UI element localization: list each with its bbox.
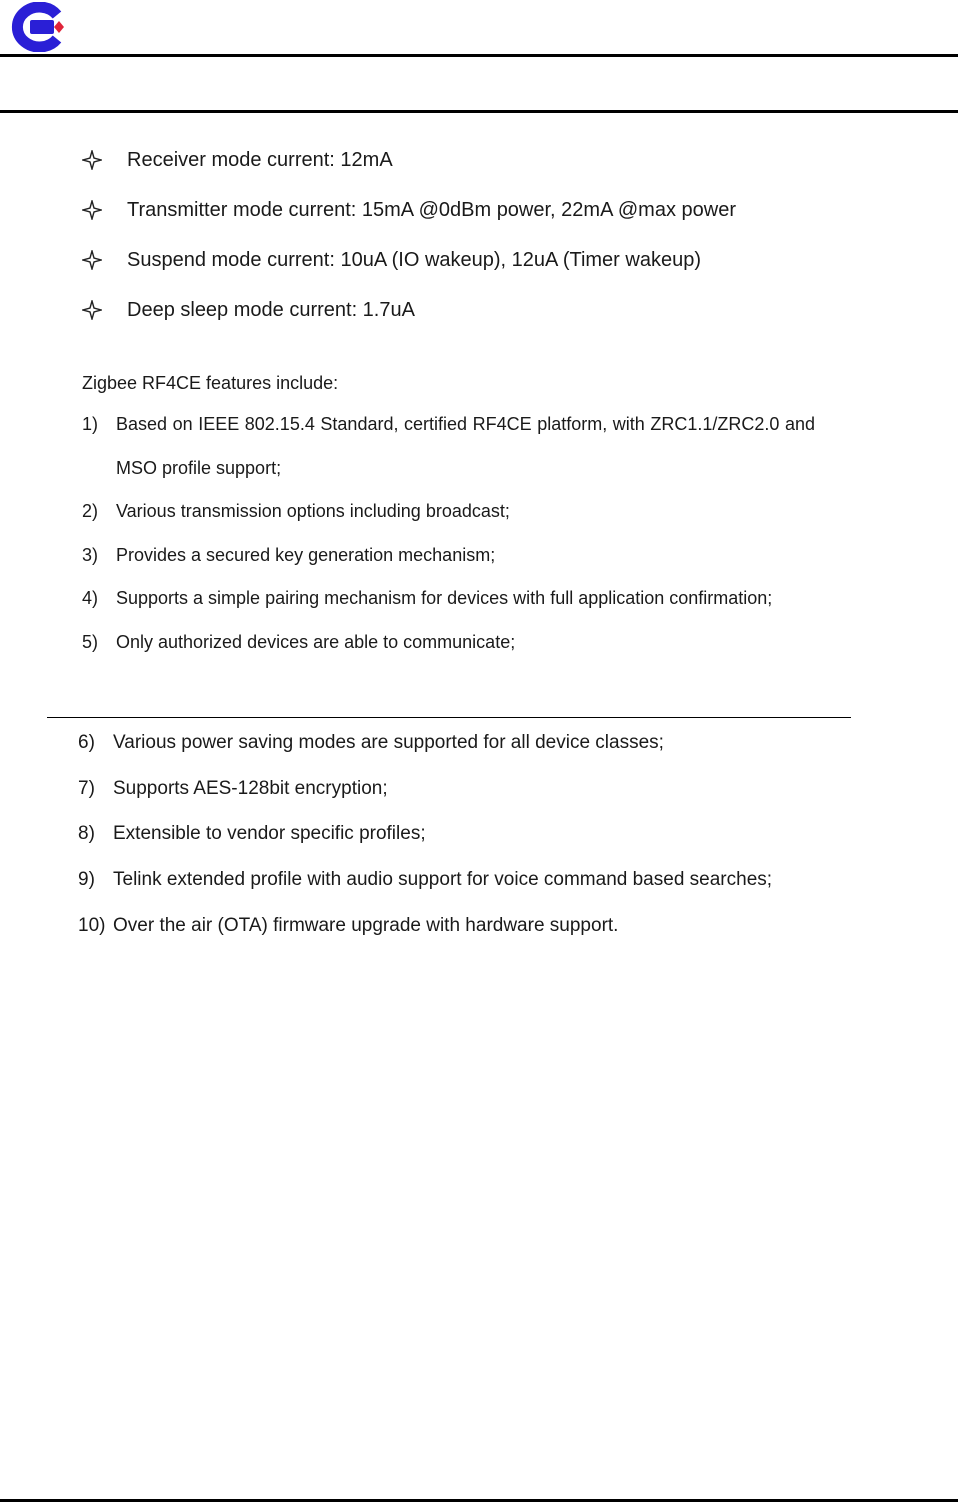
list-item <box>82 490 815 534</box>
item-number: 2) <box>82 501 99 521</box>
features-intro: Zigbee RF4CE features include: <box>82 373 339 393</box>
item-number: 7) <box>78 777 95 799</box>
four-point-star-icon <box>82 150 102 170</box>
item-number: 3) <box>82 544 99 565</box>
list-item <box>82 534 815 578</box>
list-item <box>78 766 846 812</box>
features-list-part-1 <box>82 403 815 664</box>
bullet-text: Suspend mode current: 10uA (IO wakeup), 12uA (Timer wakeup) <box>127 249 701 271</box>
item-text: Provides a secured key generation mechanism; <box>116 544 496 565</box>
four-point-star-icon <box>82 200 102 220</box>
bullet-text: Transmitter mode current: 15mA @0dBm power, 22mA @max power <box>127 199 736 221</box>
power-specs-list <box>80 140 880 340</box>
list-item <box>82 621 815 665</box>
item-text: Supports AES-128bit encryption; <box>113 777 388 799</box>
four-point-star-icon <box>82 250 102 270</box>
list-item <box>80 290 880 340</box>
header-rule-lower <box>0 110 958 113</box>
list-item <box>80 140 880 190</box>
telink-logo-icon <box>10 2 66 52</box>
item-text: Various transmission options including broadcast; <box>116 501 510 521</box>
item-number: 10) <box>78 914 106 936</box>
item-text: Various power saving modes are supported for all device classes; <box>113 732 664 753</box>
item-number: 8) <box>78 823 95 845</box>
item-number: 9) <box>78 869 95 891</box>
list-item <box>78 811 846 857</box>
item-number: 4) <box>82 588 99 608</box>
page-break-divider <box>47 717 851 718</box>
list-item <box>80 190 880 240</box>
footer-rule <box>0 1499 958 1502</box>
list-item <box>82 403 815 490</box>
list-item <box>78 720 846 766</box>
item-text: Extensible to vendor specific profiles; <box>113 823 426 845</box>
item-number: 5) <box>82 631 99 652</box>
item-text: Supports a simple pairing mechanism for devices with full application confirmation; <box>116 588 773 608</box>
four-point-star-icon <box>82 300 102 320</box>
bullet-text: Deep sleep mode current: 1.7uA <box>127 299 415 321</box>
bullet-text: Receiver mode current: 12mA <box>127 149 393 171</box>
list-item <box>78 857 846 903</box>
item-text: Only authorized devices are able to communicate; <box>116 631 516 652</box>
item-text: Telink extended profile with audio support for voice command based searches; <box>113 869 773 891</box>
features-list-part-2 <box>78 720 846 949</box>
list-item <box>78 903 846 949</box>
header-rule <box>0 54 958 57</box>
item-text: Based on IEEE 802.15.4 Standard, certified RF4CE platform, with ZRC1.1/ZRC2.0 and MSO profile support; <box>116 414 815 478</box>
list-item <box>80 240 880 290</box>
item-text: Over the air (OTA) firmware upgrade with hardware support. <box>113 914 619 936</box>
item-number: 6) <box>78 732 95 753</box>
item-number: 1) <box>82 414 99 434</box>
list-item <box>82 577 815 621</box>
